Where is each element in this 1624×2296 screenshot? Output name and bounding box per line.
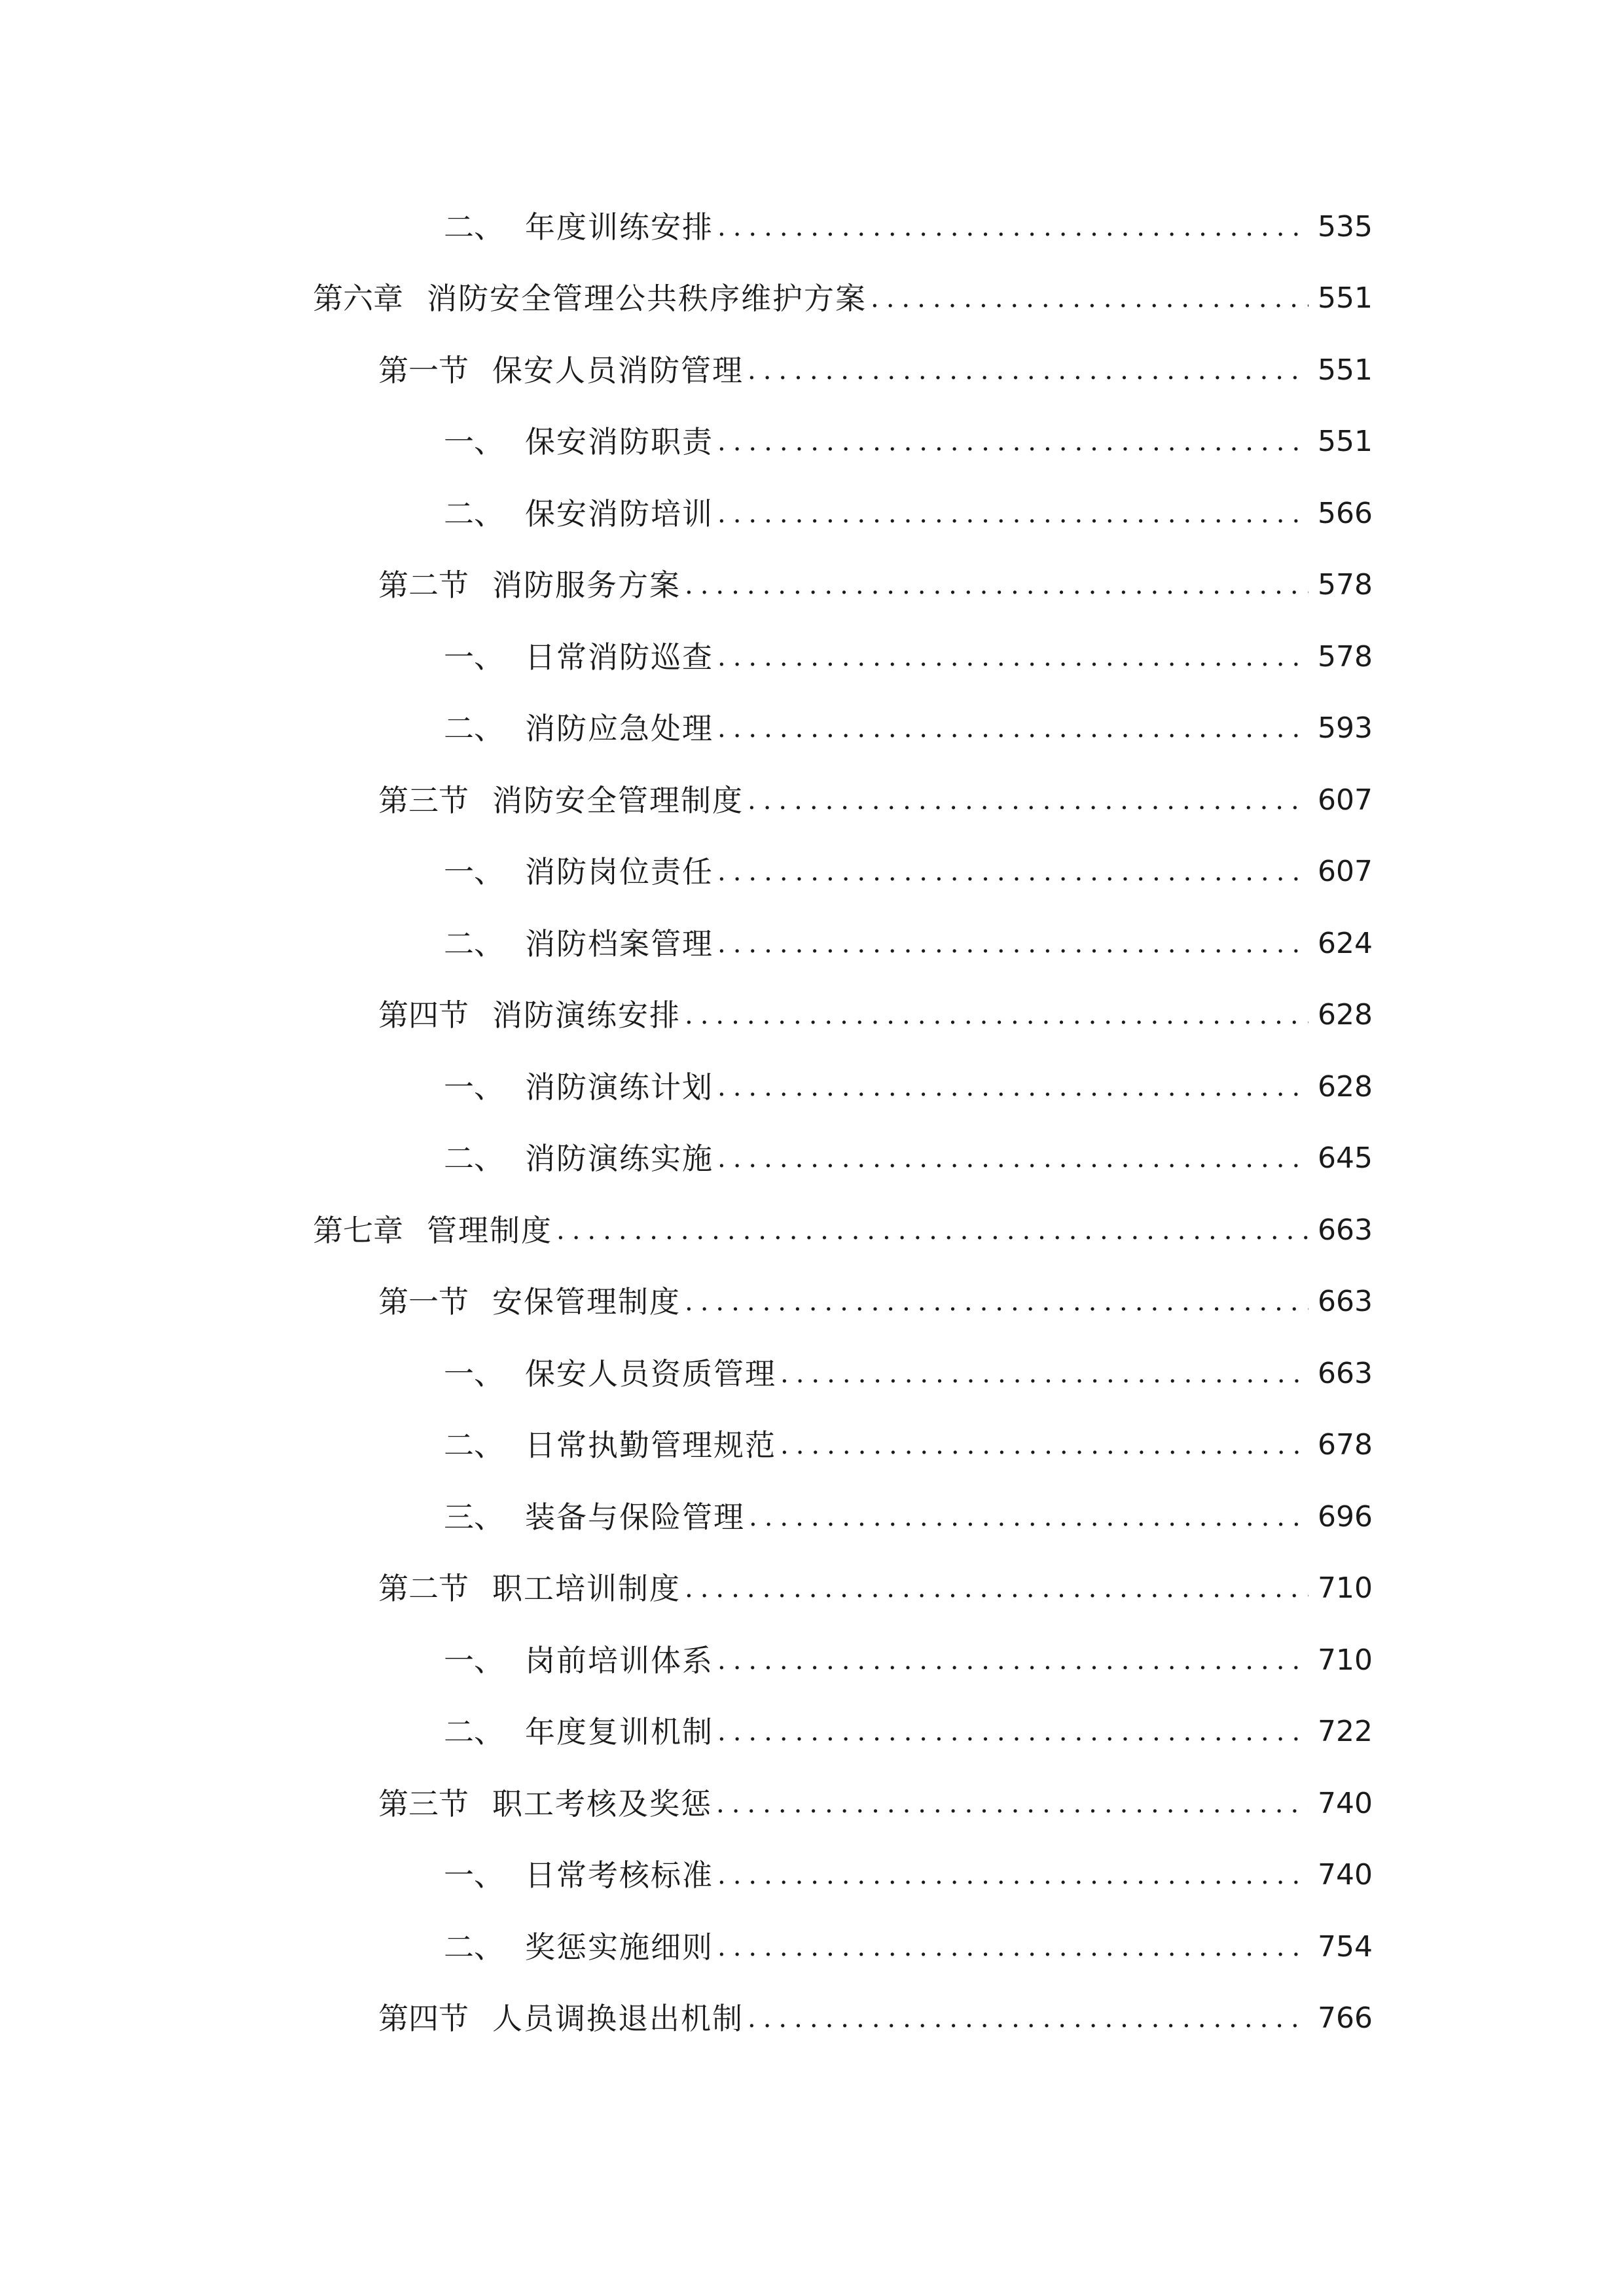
toc-dot-leader: [716, 1778, 1308, 1830]
toc-entry-number: 一、: [444, 1857, 504, 1893]
toc-entry-title: 消防岗位责任: [525, 854, 713, 889]
toc-page-number: 628: [1318, 998, 1373, 1031]
toc-entry[interactable]: [313, 272, 1373, 325]
toc-entry-number: 第一节: [378, 1284, 469, 1319]
toc-entry-number: 一、: [444, 1643, 504, 1678]
toc-entry-number: 第二节: [378, 567, 469, 603]
toc-page-number: 663: [1318, 1357, 1373, 1390]
toc-entry-title: 消防应急处理: [525, 711, 713, 746]
toc-dot-leader: [717, 631, 1308, 683]
toc-entry[interactable]: [444, 1706, 1373, 1758]
toc-entry-title: 保安人员资质管理: [525, 1356, 776, 1391]
toc-entry-title: 人员调换退出机制: [492, 2001, 744, 2036]
toc-entry-number: 二、: [444, 1141, 504, 1176]
toc-page-number: 663: [1318, 1285, 1373, 1318]
toc-page-number: 578: [1318, 568, 1373, 601]
toc-entry-number: 一、: [444, 1069, 504, 1105]
toc-entry[interactable]: [444, 1348, 1373, 1400]
toc-entry-number: 第四节: [378, 2001, 469, 2036]
toc-dot-leader: [871, 272, 1308, 325]
toc-dot-leader: [717, 918, 1308, 970]
toc-entry[interactable]: [378, 1562, 1373, 1615]
toc-entry[interactable]: [444, 1491, 1373, 1543]
toc-page-number: 754: [1318, 1930, 1373, 1964]
toc-page-number: 766: [1318, 2001, 1373, 2035]
toc-page-number: 710: [1318, 1571, 1373, 1605]
toc-dot-leader: [749, 1491, 1308, 1543]
toc-entry-number: 二、: [444, 1714, 504, 1749]
toc-entry-number: 第三节: [378, 1786, 469, 1821]
toc-entry-number: 一、: [444, 1356, 504, 1391]
toc-entry-title: 消防安全管理公共秩序维护方案: [427, 281, 867, 316]
toc-entry-number: 一、: [444, 854, 504, 889]
toc-page-number: 607: [1318, 783, 1373, 817]
toc-dot-leader: [717, 1132, 1308, 1185]
toc-entry-title: 消防演练实施: [525, 1141, 713, 1176]
toc-entry[interactable]: [444, 416, 1373, 468]
toc-entry[interactable]: [378, 989, 1373, 1041]
toc-entry-title: 消防演练安排: [492, 997, 681, 1033]
toc-dot-leader: [748, 1992, 1308, 2045]
toc-entry[interactable]: [444, 631, 1373, 683]
toc-entry-number: 二、: [444, 1427, 504, 1463]
toc-entry-title: 日常执勤管理规范: [525, 1427, 776, 1463]
toc-entry[interactable]: [444, 1921, 1373, 1973]
toc-dot-leader: [717, 1921, 1308, 1973]
toc-dot-leader: [556, 1204, 1308, 1257]
toc-entry-number: 第七章: [313, 1213, 403, 1248]
toc-entry-number: 第四节: [378, 997, 469, 1033]
toc-page-number: 551: [1318, 281, 1373, 315]
toc-page-number: 551: [1318, 353, 1373, 387]
toc-page-number: 663: [1318, 1213, 1373, 1247]
toc-dot-leader: [780, 1419, 1308, 1471]
toc-entry-number: 第六章: [313, 281, 403, 316]
toc-page-number: 678: [1318, 1428, 1373, 1462]
toc-entry-title: 消防演练计划: [525, 1069, 713, 1105]
toc-dot-leader: [717, 1706, 1308, 1758]
toc-entry-number: 二、: [444, 496, 504, 531]
toc-entry-number: 二、: [444, 926, 504, 961]
toc-dot-leader: [780, 1348, 1308, 1400]
toc-page-number: 628: [1318, 1070, 1373, 1103]
toc-dot-leader: [717, 488, 1308, 540]
toc-dot-leader: [717, 1634, 1308, 1687]
toc-page-number: 535: [1318, 210, 1373, 243]
toc-entry-title: 消防服务方案: [492, 567, 681, 603]
toc-page-number: 645: [1318, 1141, 1373, 1175]
toc-entry[interactable]: [444, 1132, 1373, 1185]
toc-entry[interactable]: [444, 1061, 1373, 1113]
toc-dot-leader: [717, 1849, 1308, 1901]
toc-entry-number: 一、: [444, 639, 504, 675]
toc-page-number: 740: [1318, 1858, 1373, 1892]
toc-entry-title: 保安消防职责: [525, 424, 713, 459]
toc-page-number: 551: [1318, 425, 1373, 458]
toc-entry[interactable]: [444, 846, 1373, 898]
toc-entry[interactable]: [378, 774, 1373, 827]
toc-entry[interactable]: [378, 1778, 1373, 1830]
toc-dot-leader: [717, 416, 1308, 468]
toc-page-number: 624: [1318, 927, 1373, 960]
toc-page-number: 710: [1318, 1643, 1373, 1677]
toc-dot-leader: [717, 702, 1308, 755]
toc-entry-title: 保安消防培训: [525, 496, 713, 531]
toc-entry-title: 年度训练安排: [525, 209, 713, 245]
toc-entry-number: 二、: [444, 209, 504, 245]
toc-page-number: 722: [1318, 1715, 1373, 1748]
toc-entry[interactable]: [313, 1204, 1373, 1257]
toc-entry-title: 职工考核及奖惩: [492, 1786, 712, 1821]
toc-entry-number: 第三节: [378, 783, 469, 818]
toc-entry[interactable]: [444, 488, 1373, 540]
toc-entry[interactable]: [444, 702, 1373, 755]
toc-entry[interactable]: [378, 1276, 1373, 1328]
toc-entry-title: 日常考核标准: [525, 1857, 713, 1893]
toc-page-number: 607: [1318, 855, 1373, 888]
toc-entry[interactable]: [444, 918, 1373, 970]
toc-page-number: 566: [1318, 497, 1373, 530]
toc-page-number: 578: [1318, 640, 1373, 673]
toc-page-number: 593: [1318, 711, 1373, 745]
toc-dot-leader: [717, 1061, 1308, 1113]
toc-entry[interactable]: [444, 201, 1373, 253]
toc-entry-number: 第二节: [378, 1571, 469, 1606]
toc-entry-title: 职工培训制度: [492, 1571, 681, 1606]
toc-entry[interactable]: [378, 559, 1373, 611]
toc-entry-title: 装备与保险管理: [525, 1499, 745, 1535]
toc-entry-number: 三、: [444, 1499, 504, 1535]
toc-dot-leader: [748, 774, 1308, 827]
toc-dot-leader: [717, 846, 1308, 898]
toc-entry-title: 岗前培训体系: [525, 1643, 713, 1678]
toc-entry[interactable]: [444, 1419, 1373, 1471]
toc-entry-title: 保安人员消防管理: [492, 353, 744, 388]
toc-entry-number: 二、: [444, 711, 504, 746]
toc-entry[interactable]: [378, 344, 1373, 397]
toc-dot-leader: [717, 201, 1308, 253]
toc-entry-title: 管理制度: [427, 1213, 552, 1248]
toc-entry[interactable]: [444, 1634, 1373, 1687]
toc-entry-title: 消防档案管理: [525, 926, 713, 961]
toc-dot-leader: [685, 559, 1308, 611]
toc-entry-number: 第一节: [378, 353, 469, 388]
toc-dot-leader: [685, 989, 1308, 1041]
toc-page-number: 696: [1318, 1500, 1373, 1534]
toc-entry[interactable]: [378, 1992, 1373, 2045]
toc-page-number: 740: [1318, 1787, 1373, 1820]
toc-entry-title: 消防安全管理制度: [492, 783, 744, 818]
toc-entry-number: 二、: [444, 1929, 504, 1965]
toc-entry-title: 年度复训机制: [525, 1714, 713, 1749]
toc-entry[interactable]: [444, 1849, 1373, 1901]
toc-entry-title: 安保管理制度: [492, 1284, 681, 1319]
toc-entry-title: 奖惩实施细则: [525, 1929, 713, 1965]
toc-dot-leader: [748, 344, 1308, 397]
toc-entry-number: 一、: [444, 424, 504, 459]
toc-dot-leader: [685, 1562, 1308, 1615]
toc-dot-leader: [685, 1276, 1308, 1328]
toc-entry-title: 日常消防巡查: [525, 639, 713, 675]
